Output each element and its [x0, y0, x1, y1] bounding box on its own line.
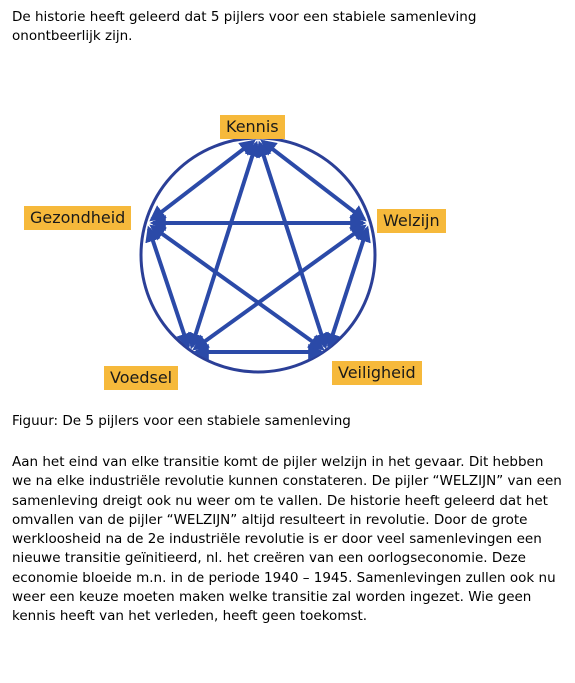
arrow-top-bottomLeft [192, 144, 256, 347]
pillar-veiligheid: Veiligheid [332, 361, 422, 385]
pillar-gezondheid: Gezondheid [24, 206, 131, 230]
pillar-voedsel: Voedsel [104, 366, 178, 390]
pillars-diagram [0, 105, 575, 405]
pillars-star-graphic [0, 105, 575, 405]
pillar-kennis: Kennis [220, 115, 285, 139]
figure-caption: Figuur: De 5 pijlers voor een stabiele samenleving [12, 413, 351, 429]
arrow-top-bottomRight [260, 144, 325, 347]
body-text: Aan het eind van elke transitie komt de pijler welzijn in het gevaar. Dit hebben we na elke industriële revolutie kunnen constateren. De pijler “WELZIJN” van een samenleving dreigt ook nu weer om te vallen. De historie heeft geleerd dat het omvallen van de pijler “WELZIJN” altijd resulteert in revolutie. Door de grote werkloosheid na de 2e industriële revolutie is er door veel samenlevingen een nieuwe transitie geïnitieerd, nl. het creëren van een oorlogseconomie. Deze economie bloeide m.n. in de periode 1940 – 1945. Samenlevingen zullen ook nu weer een keuze moeten maken welke transitie zal worden ingezet. Wie geen kennis heeft van het verleden, heeft geen toekomst. [12, 454, 562, 625]
pillar-welzijn: Welzijn [377, 209, 446, 233]
arrow-right-bottomLeft [195, 227, 364, 349]
intro-text: De historie heeft geleerd dat 5 pijlers voor een stabiele samenleving onontbeerlijk zijn. [12, 9, 477, 44]
arrow-left-bottomRight [152, 227, 322, 349]
outer-circle [141, 138, 375, 372]
